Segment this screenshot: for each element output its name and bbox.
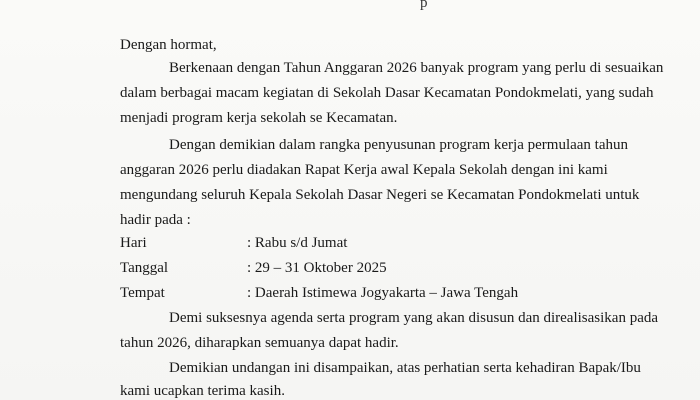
detail-tanggal-label: Tanggal (120, 260, 169, 276)
paragraph2-line2: anggaran 2026 perlu diadakan Rapat Kerja awal Kepala Sekolah dengan ini kami (120, 162, 608, 178)
detail-hari-value: : Rabu s/d Jumat (247, 235, 348, 251)
paragraph3-line2: tahun 2026, diharapkan semuanya dapat hadir. (120, 335, 399, 351)
paragraph2-line1: Dengan demikian dalam rangka penyusunan program kerja permulaan tahun (169, 137, 629, 153)
detail-tempat-value: : Daerah Istimewa Jogyakarta – Jawa Tengah (247, 285, 519, 301)
top-cutoff-text: p (420, 0, 428, 11)
salutation: Dengan hormat, (120, 37, 217, 53)
paragraph4-line2: kami ucapkan terima kasih. (120, 383, 285, 399)
paragraph2-line3: mengundang seluruh Kepala Sekolah Dasar Negeri se Kecamatan Pondokmelati untuk (120, 187, 640, 203)
detail-tempat-label: Tempat (120, 285, 165, 301)
paragraph3-line1: Demi suksesnya agenda serta program yang akan disusun dan direalisasikan pada (169, 310, 659, 326)
paragraph1-line2: dalam berbagai macam kegiatan di Sekolah Dasar Kecamatan Pondokmelati, yang sudah (120, 85, 654, 101)
paragraph1-line3: menjadi program kerja sekolah se Kecamatan. (120, 110, 398, 126)
detail-hari-label: Hari (120, 235, 147, 251)
paragraph4-line1: Demikian undangan ini disampaikan, atas perhatian serta kehadiran Bapak/Ibu (169, 360, 641, 376)
paragraph1-line1: Berkenaan dengan Tahun Anggaran 2026 banyak program yang perlu di sesuaikan (169, 60, 664, 76)
paragraph2-line4: hadir pada : (120, 212, 191, 228)
detail-tanggal-value: : 29 – 31 Oktober 2025 (247, 260, 387, 276)
